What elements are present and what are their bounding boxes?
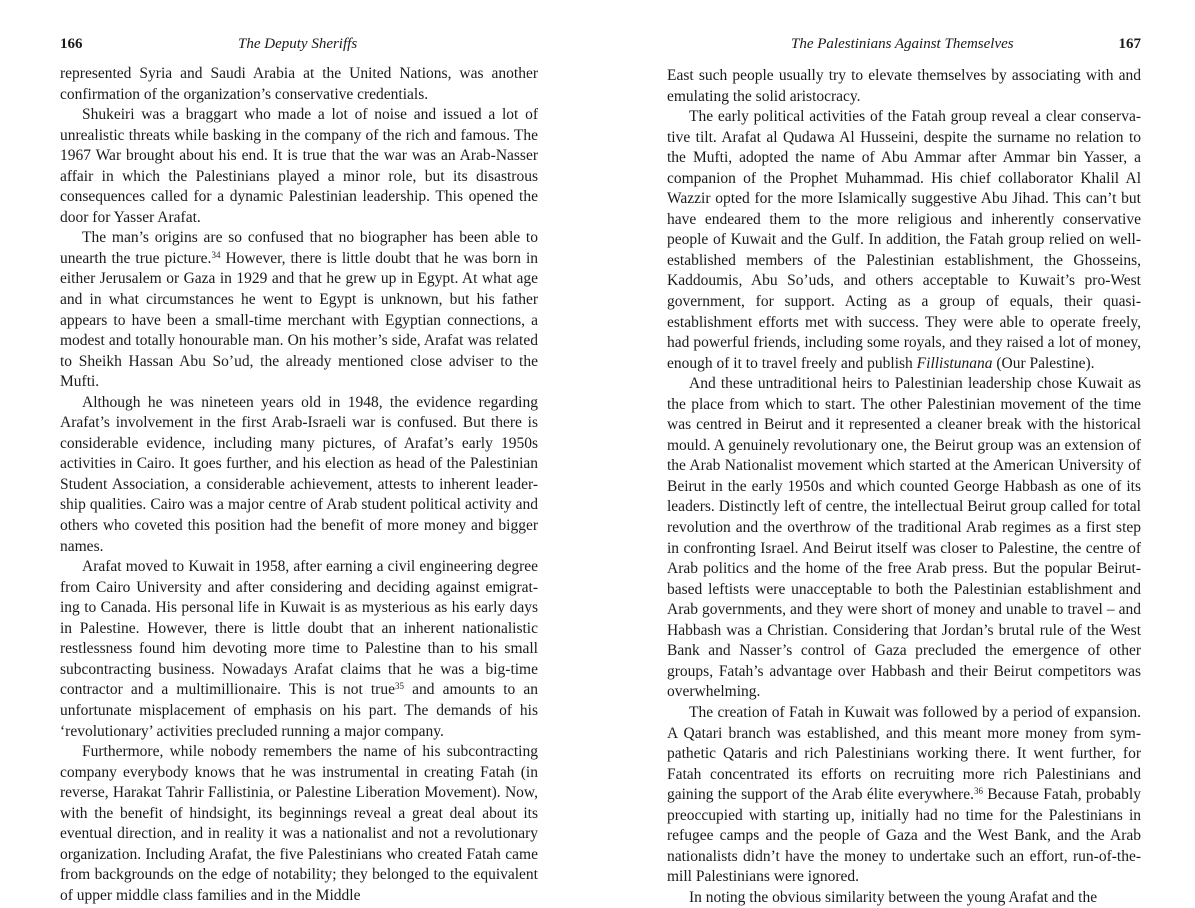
- text-run: Arafat moved to Kuwait in 1958, after earning a civil engineering degree from Cairo University and after considering and deciding against emigrat-ing to Canada. His personal life in Kuwait is as mysterious as his early days in Palestine. However, there is little doubt that an inherent nationalistic restlessness found him devoting more time to Palestine than to his small subcontracting business. Nowadays Arafat claims that he was a big-time contractor and a multimillionaire. This is not true: [60, 558, 538, 699]
- paragraph: [60, 105, 538, 228]
- left-page-body: [60, 64, 538, 906]
- text-run: and amounts to an unfortunate misplacement of emphasis on his part. The demands of his ‘revolutionary’ activities precluded running a major company.: [60, 681, 538, 740]
- paragraph: [60, 557, 538, 742]
- page-number: 167: [1118, 36, 1141, 52]
- paragraph: [60, 228, 538, 392]
- text-run: Furthermore, while nobody remembers the name of his subcontracting company everybody knows that he was instrumental in creating Fatah (in reverse, Harakat Tahrir Fallistinia, or Palestine Liberation Movement). Now, with the benefit of hindsight, its beginnings reveal a great deal about its eventual direction, and in reality it was a nationalist and not a revolutionary organization. Including Arafat, the five Palestinians who created Fatah came from backgrounds on the edge of notability; they belonged to the equivalent of upper middle class families and in the Middle: [60, 743, 538, 904]
- paragraph: [60, 393, 538, 557]
- text-run: represented Syria and Saudi Arabia at the United Nations, was another confirmation of the organization’s conservative credentials.: [60, 65, 538, 103]
- text-run: The early political activities of the Fatah group reveal a clear conserva-tive tilt. Arafat al Qudawa Al Husseini, despite the surname no relation to the Mufti, adopted the name of Abu Ammar after Ammar bin Yasser, a companion of the Prophet Muhammad. His chief collaborator Khalil Al Wazzir opted for the more Islamically suggestive Abu Jihad. This can’t but have endeared them to the more religious and inherently conservative people of Kuwait and the Gulf. In addition, the Fatah group relied on well-established members of the Palestinian establishment, the Ghosseins, Kaddoumis, Abu So’uds, and others acceptable to Kuwait’s pro-West government, for support. Acting as a group of equals, their quasi-establishment efforts met with success. They were able to operate freely, had powerful friends, including some royals, and they raised a lot of money, enough of it to travel freely and publish: [667, 108, 1141, 372]
- paragraph: [60, 742, 538, 906]
- footnote-ref: 34: [211, 249, 221, 260]
- text-run: The man’s origins are so confused that no biographer has been able to unearth the true picture.: [60, 229, 538, 267]
- running-head: The Deputy Sheriffs: [238, 36, 358, 52]
- left-page-header: [60, 36, 538, 56]
- footnote-ref: 35: [394, 681, 404, 692]
- paragraph: [667, 66, 1141, 107]
- paragraph: [667, 703, 1141, 888]
- text-run: Shukeiri was a braggart who made a lot of noise and issued a lot of unrealistic threats while basking in the company of the rich and famous. The 1967 War brought about his end. It is true that the war was an Arab-Nasser affair in which the Palestinians played a minor role, but its disastrous consequences called for a dynamic Palestinian leadership. This opened the door for Yasser Arafat.: [60, 106, 538, 226]
- text-run: However, there is little doubt that he was born in either Jerusalem or Gaza in 1929 and that he grew up in Egypt. At what age and in what circumstances he went to Egypt is unknown, but his father appears to have been a small-time merchant with Egyptian connections, a modest and totally honourable man. On his mother’s side, Arafat was related to Sheikh Hassan Abu So’ud, the already mentioned close adviser to the Mufti.: [60, 249, 539, 391]
- footnote-ref: 36: [973, 786, 983, 797]
- text-run: Although he was nineteen years old in 1948, the evidence regarding Arafat’s involvement in the first Arab-Israeli war is confused. But there is considerable evidence, including many pictures, of Arafat’s early 1950s activities in Cairo. It goes further, and his election as head of the Palestinian Student Association, a considerable achievement, attests to inherent leader-ship qualities. Cairo was a major centre of Arab student political activity and others who coveted this position had the benefit of more money and bigger names.: [60, 393, 538, 555]
- running-head: The Palestinians Against Themselves: [791, 36, 1014, 52]
- italic-text: Fillistunana: [916, 354, 993, 372]
- paragraph: [667, 374, 1141, 703]
- text-run: In noting the obvious similarity between the young Arafat and the: [689, 888, 1098, 906]
- text-run: Because Fatah, probably preoccupied with starting up, initially had no time for the Palestinians in refugee camps and the people of Gaza and the West Bank, and the Arab nationalists didn’t have the money to undertake such an effort, run-of-the-mill Palestinians were ignored.: [667, 786, 1141, 886]
- paragraph: [667, 107, 1141, 374]
- right-page-body: [667, 66, 1141, 908]
- text-run: East such people usually try to elevate themselves by associating with and emulating the solid aristocracy.: [667, 67, 1141, 105]
- text-run: And these untraditional heirs to Palestinian leadership chose Kuwait as the place from which to start. The other Palestinian movement of the time was centred in Beirut and it represented a cleaner break with the historical mould. A genuinely revolutionary one, the Beirut group was an extension of the Arab Nationalist movement which started at the American University of Beirut in the early 1950s and which counted George Habbash as one of its leaders. Distinctly left of centre, the intellectual Beirut group called for total revolution and the overthrow of the traditional Arab regimes as a first step in confronting Israel. And Beirut itself was closer to Palestine, the centre of Arab politics and the home of the free Arab press. But the popular Beirut-based leftists were unacceptable to both the Palestinian establishment and Arab governments, and they were short of money and unable to travel – and Habbash was a Christian. Considering that Jordan’s brutal rule of the West Bank and Nasser’s control of Gaza precluded the emergence of other groups, Fatah’s advantage over Habbash and their Beirut competitors was overwhelming.: [667, 375, 1141, 701]
- page-number: 166: [60, 36, 83, 52]
- right-page-header: [667, 36, 1141, 56]
- paragraph: [60, 64, 538, 105]
- text-run: The creation of Fatah in Kuwait was followed by a period of expansion. A Qatari branch was established, and this meant more money from sym-pathetic Qataris and rich Palestinians working there. It went further, for Fatah concentrated its efforts on recruiting more rich Palestinians and gaining the support of the Arab élite everywhere.: [667, 703, 1141, 804]
- text-run: (Our Palestine).: [992, 354, 1095, 372]
